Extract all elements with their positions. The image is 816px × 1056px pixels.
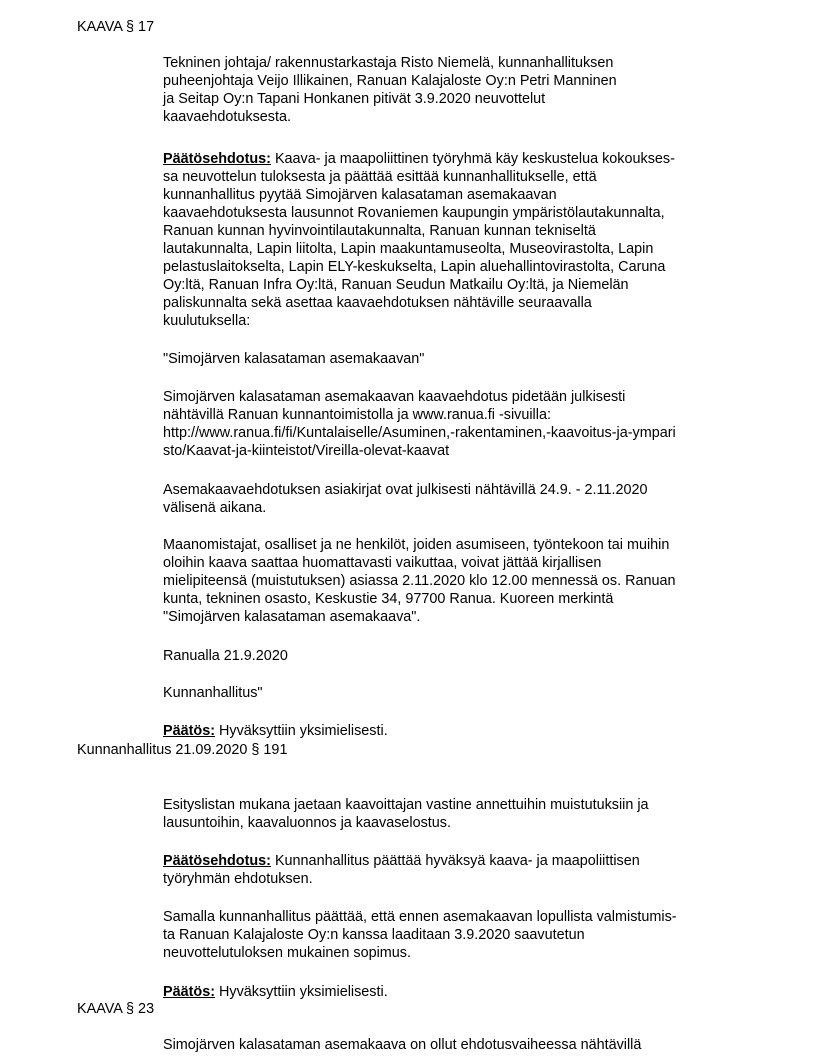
kaava17-intro-paragraph	[163, 54, 743, 126]
kh191-also-paragraph	[163, 908, 743, 962]
kaava17-proposal-paragraph	[163, 150, 743, 330]
text-line: kunnanhallitus pyytää Simojärven kalasataman asemakaavan	[163, 187, 557, 203]
text-line	[163, 983, 743, 1001]
text-line: oloihin kaava saattaa huomattavasti vaikuttaa, voivat jättää kirjallisen	[163, 555, 602, 571]
text-line	[163, 852, 743, 870]
text-line: kuulutuksella:	[163, 313, 251, 329]
text-line: kunta, tekninen osasto, Keskustie 34, 97700 Ranua. Kuoreen merkintä	[163, 591, 614, 607]
text-line: välisenä aikana.	[163, 500, 267, 516]
text-line: Simojärven kalasataman asemakaava on ollut ehdotusvaiheessa nähtävillä	[163, 1037, 642, 1053]
text-line: Kunnanhallitus"	[163, 685, 263, 701]
decision-label: Päätös:	[163, 723, 215, 739]
kaava17-notice-period	[163, 481, 743, 517]
section-heading-kunnanhallitus-191: Kunnanhallitus 21.09.2020 § 191	[77, 742, 288, 758]
section-heading-kaava-17: KAAVA § 17	[77, 19, 155, 35]
text-line: ja Seitap Oy:n Tapani Honkanen pitivät 3.9.2020 neuvottelut	[163, 91, 546, 107]
text-line: Simojärven kalasataman asemakaavan kaavaehdotus pidetään julkisesti	[163, 389, 626, 405]
decision-text: Hyväksyttiin yksimielisesti.	[214, 984, 388, 1000]
text-line: lausuntoihin, kaavaluonnos ja kaavaselostus.	[163, 815, 452, 831]
kh191-proposal-paragraph	[163, 852, 743, 888]
text-line: Maanomistajat, osalliset ja ne henkilöt, joiden asumiseen, työntekoon tai muihin	[163, 537, 670, 553]
text-line: http://www.ranua.fi/fi/Kuntalaiselle/Asuminen,-rakentaminen,-kaavoitus-ja-ympari	[163, 425, 676, 441]
text-line: "Simojärven kalasataman asemakaava".	[163, 609, 421, 625]
proposal-label: Päätösehdotus:	[163, 853, 271, 869]
kaava17-signer	[163, 684, 743, 702]
text-line: sto/Kaavat-ja-kiinteistot/Vireilla-olevat-kaavat	[163, 443, 450, 459]
kaava23-intro-paragraph	[163, 1036, 743, 1054]
text-line: Ranualla 21.9.2020	[163, 648, 288, 664]
text-line: Esityslistan mukana jaetaan kaavoittajan vastine annettuihin muistutuksiin ja	[163, 797, 649, 813]
text-line: "Simojärven kalasataman asemakaavan"	[163, 351, 425, 367]
decision-text: Hyväksyttiin yksimielisesti.	[214, 723, 388, 739]
proposal-label: Päätösehdotus:	[163, 151, 271, 167]
text-line: Asemakaavaehdotuksen asiakirjat ovat julkisesti nähtävillä 24.9. - 2.11.2020	[163, 482, 648, 498]
text-line: sa neuvottelun tuloksesta ja päättää esittää kunnanhallitukselle, että	[163, 169, 597, 185]
text-line: puheenjohtaja Veijo Illikainen, Ranuan Kalajaloste Oy:n Petri Manninen	[163, 73, 617, 89]
kaava17-decision	[163, 722, 743, 740]
proposal-text: Kaava- ja maapoliittinen työryhmä käy keskustelua kokoukses-	[270, 151, 675, 167]
text-line: nähtävillä Ranuan kunnantoimistolla ja www.ranua.fi -sivuilla:	[163, 407, 551, 423]
text-line: Ranuan kunnan hyvinvointilautakunnalta, Ranuan kunnan tekniseltä	[163, 223, 596, 239]
text-line: neuvottelutuloksen mukainen sopimus.	[163, 945, 411, 961]
kh191-decision	[163, 983, 743, 1001]
kaava17-notice-title	[163, 350, 743, 368]
section-heading-kaava-23: KAAVA § 23	[77, 1001, 155, 1017]
kaava17-place-date	[163, 647, 743, 665]
decision-label: Päätös:	[163, 984, 215, 1000]
text-line: paliskunnalta sekä asettaa kaavaehdotuksen nähtäville seuraavalla	[163, 295, 592, 311]
text-line: työryhmän ehdotuksen.	[163, 871, 313, 887]
kaava17-notice-owners	[163, 536, 743, 626]
kaava17-notice-body	[163, 388, 743, 460]
text-line: kaavaehdotuksesta.	[163, 109, 292, 125]
text-line: Oy:ltä, Ranuan Infra Oy:ltä, Ranuan Seudun Matkailu Oy:ltä, ja Niemelän	[163, 277, 629, 293]
proposal-text: Kunnanhallitus päättää hyväksyä kaava- ja maapoliittisen	[270, 853, 640, 869]
text-line	[163, 150, 743, 168]
text-line: Tekninen johtaja/ rakennustarkastaja Risto Niemelä, kunnanhallituksen	[163, 55, 614, 71]
text-line: ta Ranuan Kalajaloste Oy:n kanssa laaditaan 3.9.2020 saavutetun	[163, 927, 585, 943]
text-line	[163, 722, 743, 740]
text-line: mielipiteensä (muistutuksen) asiassa 2.11.2020 klo 12.00 mennessä os. Ranuan	[163, 573, 676, 589]
kh191-intro-paragraph	[163, 796, 743, 832]
text-line: Samalla kunnanhallitus päättää, että ennen asemakaavan lopullista valmistumis-	[163, 909, 677, 925]
text-line: pelastuslaitokselta, Lapin ELY-keskukselta, Lapin aluehallintovirastolta, Caruna	[163, 259, 666, 275]
text-line: kaavaehdotuksesta lausunnot Rovaniemen kaupungin ympäristölautakunnalta,	[163, 205, 665, 221]
text-line: lautakunnalta, Lapin liitolta, Lapin maakuntamuseolta, Museovirastolta, Lapin	[163, 241, 654, 257]
